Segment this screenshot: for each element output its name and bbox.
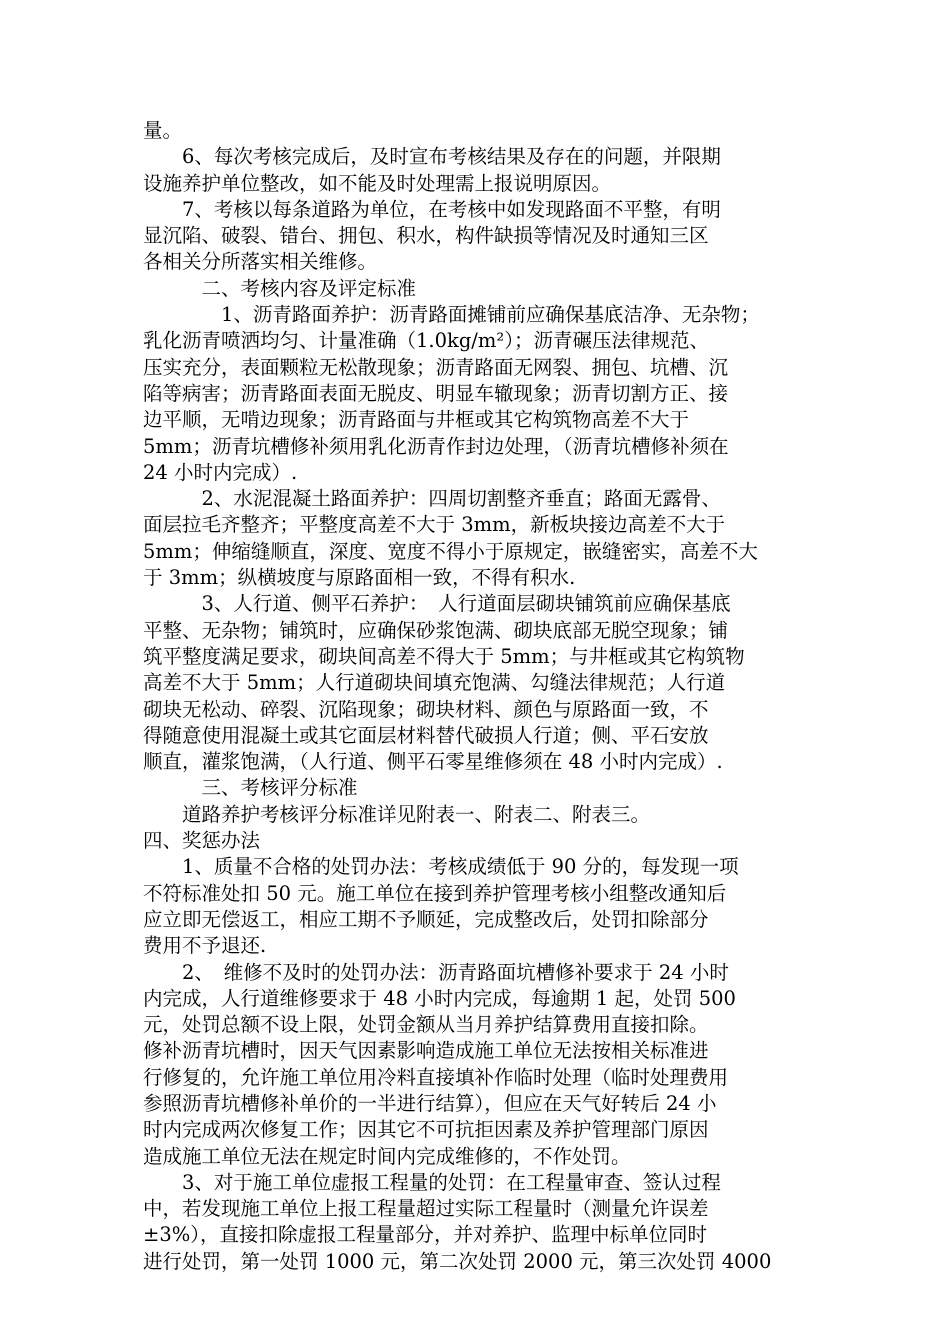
text-line: 平整、无杂物；铺筑时，应确保砂浆饱满、砌块底部无脱空现象；铺 — [143, 618, 729, 642]
text-line: 于 3mm；纵横坡度与原路面相一致，不得有积水. — [143, 566, 576, 590]
text-line: 压实充分，表面颗粒无松散现象；沥青路面无网裂、拥包、坑槽、沉 — [143, 355, 729, 379]
text-line: 四、奖惩办法 — [143, 829, 261, 853]
text-line: 内完成，人行道维修要求于 48 小时内完成，每逾期 1 起，处罚 500 — [143, 986, 736, 1010]
text-line: 得随意使用混凝土或其它面层材料替代破损人行道；侧、平石安放 — [143, 723, 709, 747]
text-line: 行修复的，允许施工单位用冷料直接填补作临时处理（临时处理费用 — [143, 1065, 729, 1089]
text-line: 6、每次考核完成后，及时宣布考核结果及存在的问题，并限期 — [143, 145, 721, 169]
text-line: 筑平整度满足要求，砌块间高差不得大于 5mm；与井框或其它构筑物 — [143, 644, 745, 668]
text-line: 不符标准处扣 50 元。施工单位在接到养护管理考核小组整改通知后 — [143, 881, 727, 905]
document-body — [143, 118, 813, 1275]
text-line: 面层拉毛齐整齐；平整度高差不大于 3mm，新板块接边高差不大于 — [143, 513, 726, 537]
text-line: 砌块无松动、碎裂、沉陷现象；砌块材料、颜色与原路面一致，不 — [143, 697, 709, 721]
text-line: 元，处罚总额不设上限，处罚金额从当月养护结算费用直接扣除。 — [143, 1013, 709, 1037]
text-line: 1、质量不合格的处罚办法：考核成绩低于 90 分的，每发现一项 — [143, 855, 739, 879]
text-line: 高差不大于 5mm；人行道砌块间填充饱满、勾缝法律规范；人行道 — [143, 671, 726, 695]
text-line: 造成施工单位无法在规定时间内完成维修的，不作处罚。 — [143, 1144, 631, 1168]
text-line: 参照沥青坑槽修补单价的一半进行结算），但应在天气好转后 24 小 — [143, 1091, 717, 1115]
text-line: 量。 — [143, 119, 183, 142]
text-line: 应立即无偿返工，相应工期不予顺延，完成整改后，处罚扣除部分 — [143, 907, 709, 931]
text-line: 3、对于施工单位虚报工程量的处罚：在工程量审查、签认过程 — [143, 1170, 721, 1194]
text-line: 1、沥青路面养护：沥青路面摊铺前应确保基底洁净、无杂物； — [143, 303, 760, 327]
text-line: 费用不予退还. — [143, 934, 267, 958]
text-line: 5mm；伸缩缝顺直，深度、宽度不得小于原规定，嵌缝密实，高差不大 — [143, 539, 758, 563]
text-line: 陷等病害；沥青路面表面无脱皮、明显车辙现象；沥青切割方正、接 — [143, 381, 729, 405]
text-line: 设施养护单位整改，如不能及时处理需上报说明原因。 — [143, 171, 612, 195]
text-line: ±3%），直接扣除虚报工程量部分，并对养护、监理中标单位同时 — [143, 1223, 708, 1247]
text-line: 7、考核以每条道路为单位，在考核中如发现路面不平整，有明 — [143, 197, 721, 221]
text-line: 2、 维修不及时的处罚办法：沥青路面坑槽修补要求于 24 小时 — [143, 960, 729, 984]
text-line: 时内完成两次修复工作；因其它不可抗拒因素及养护管理部门原因 — [143, 1118, 709, 1142]
text-line: 三、考核评分标准 — [143, 776, 358, 800]
text-line: 乳化沥青喷洒均匀、计量准确（1.0kg/m²）；沥青碾压法律规范、 — [143, 329, 709, 353]
text-line: 显沉陷、破裂、错台、拥包、积水，构件缺损等情况及时通知三区 — [143, 224, 709, 248]
text-line: 3、人行道、侧平石养护： 人行道面层砌块铺筑前应确保基底 — [143, 592, 731, 616]
text-line: 进行处罚，第一处罚 1000 元，第二次处罚 2000 元，第三次处罚 4000 — [143, 1249, 772, 1273]
text-line: 顺直，灌浆饱满，（人行道、侧平石零星维修须在 48 小时内完成）. — [143, 750, 723, 774]
text-line: 中，若发现施工单位上报工程量超过实际工程量时（测量允许误差 — [143, 1197, 709, 1221]
text-line: 边平顺，无啃边现象；沥青路面与井框或其它构筑物高差不大于 — [143, 408, 690, 432]
text-line: 二、考核内容及评定标准 — [143, 276, 417, 300]
text-line: 5mm；沥青坑槽修补须用乳化沥青作封边处理，（沥青坑槽修补须在 — [143, 434, 729, 458]
text-line: 道路养护考核评分标准详见附表一、附表二、附表三。 — [143, 802, 651, 826]
text-line: 各相关分所落实相关维修。 — [143, 250, 378, 274]
text-line: 2、水泥混凝土路面养护：四周切割整齐垂直；路面无露骨、 — [143, 487, 721, 511]
text-line: 24 小时内完成）. — [143, 460, 298, 484]
text-line: 修补沥青坑槽时，因天气因素影响造成施工单位无法按相关标准进 — [143, 1039, 709, 1063]
